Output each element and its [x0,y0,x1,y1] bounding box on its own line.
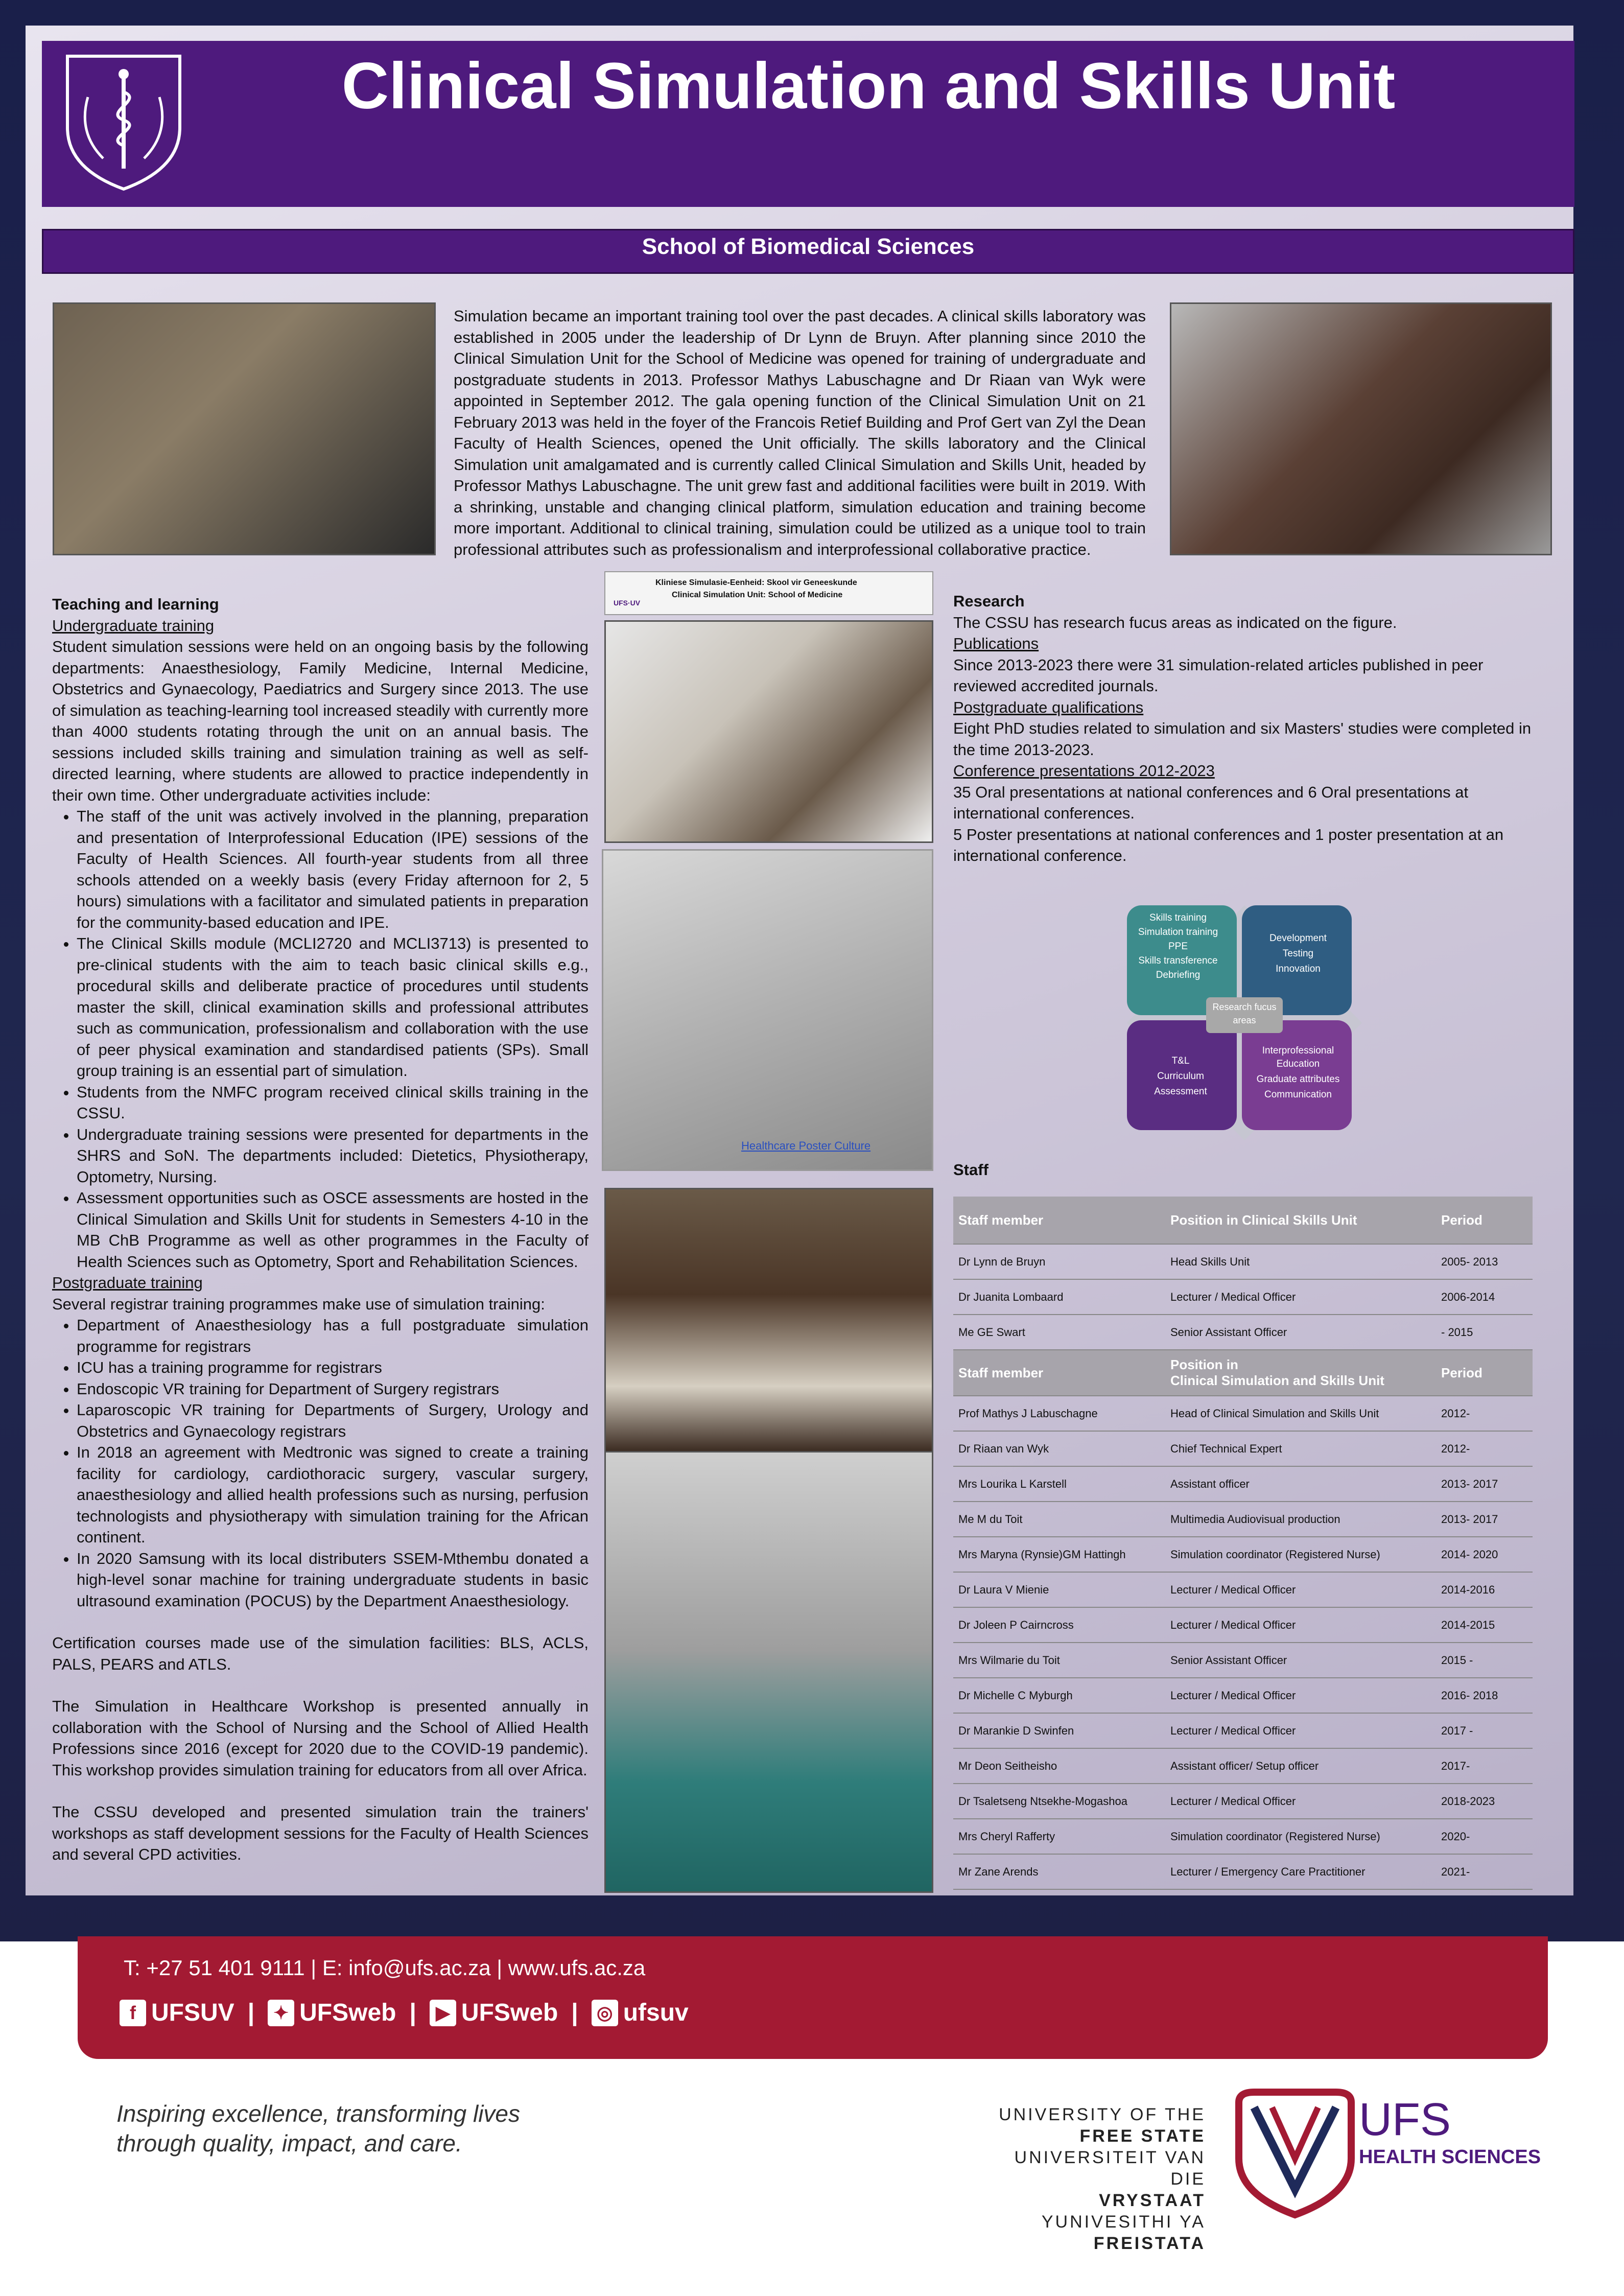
faculty-crest-icon [57,51,190,194]
center-banner-logo: UFS·UV [614,599,641,607]
table-cell: Simulation coordinator (Registered Nurse) [1165,1819,1436,1854]
page-title: Clinical Simulation and Skills Unit [341,50,1396,123]
center-banner-line1: Kliniese Simulasie-Eenheid: Skool vir Geneeskunde [655,578,857,587]
table-cell: Senior Assistant Officer [1165,1643,1436,1678]
diagram-q1-line: Skills transference [1138,955,1218,966]
twitter-handle: UFSweb [299,1999,396,2026]
table-row [953,1784,1533,1819]
publications-paragraph: Since 2013-2023 there were 31 simulation-related articles published in peer reviewed accredited journals. [953,655,1484,695]
manikins-shelf-photo [604,1188,933,1454]
table-cell: Lecturer / Medical Officer [1165,1678,1436,1713]
university-name-line: UNIVERSITY OF THE [999,2105,1206,2124]
list-item: • Department of Anaesthesiology has a full postgraduate simulation programme for registrars [77,1315,589,1357]
table-row [953,1279,1533,1315]
university-name-line: FREISTATA [1093,2234,1206,2253]
table-cell: Senior Assistant Officer [1165,1315,1436,1350]
table-cell: Mr Deon Seitheisho [953,1748,1165,1784]
list-item: • Undergraduate training sessions were presented for departments in the SHRS and SoN. The departments included: Dietetics, Physiotherapy, Optometry, Nursing. [77,1124,589,1188]
postgraduate-list [52,1315,589,1611]
diagram-q1-line: Debriefing [1156,970,1201,980]
instagram-handle: ufsuv [623,1999,689,2026]
university-name-line: YUNIVESITHI YA [1041,2212,1206,2232]
youtube-link[interactable] [430,1999,558,2027]
table-cell: Lecturer / Medical Officer [1165,1713,1436,1748]
university-name-line: VRYSTAAT [1099,2191,1206,2210]
list-item: • ICU has a training programme for registrars [77,1357,589,1378]
table-row [953,1572,1533,1607]
undergraduate-paragraph: Student simulation sessions were held on an ongoing basis by the following departments: Anaesthesiology, Family Medicine, Internal Medicine, Obstetrics and Gynaecology, Paediatrics and Surgery since 2013. The use of simulation as teaching-learning tool increased steadily with currently more than 4000 students rotating through the unit on an annual basis. The sessions included skills training and simulation training as well as self-directed learning, where students are allowed to practice independently in their own time. Other undergraduate activities include: [52,638,589,804]
table-cell: 2015 - [1436,1643,1533,1678]
research-heading: Research [953,592,1025,610]
list-item: • Assessment opportunities such as OSCE assessments are hosted in the Clinical Simulation and Skills Unit for students in Semesters 4-10 in the MB ChB Programme as well as other programmes in the Faculty of Health Sciences such as Optometry, Sport and Rehabilitation Sciences. [77,1187,589,1272]
conference-paragraph-poster: 5 Poster presentations at national conferences and 1 poster presentation at an international conference. [953,825,1504,864]
list-item: • In 2020 Samsung with its local distributers SSEM-Mthembu donated a high-level sonar machine for training undergraduate students in basic ultrasound examination (POCUS) by the Department Anaesthesiology. [77,1548,589,1612]
contact-line[interactable]: T: +27 51 401 9111 | E: info@ufs.ac.za | www.ufs.ac.za [124,1956,646,1980]
page-subtitle: School of Biomedical Sciences [642,234,975,259]
separator: | [571,1999,578,2026]
table-cell: Dr Joleen P Cairncross [953,1607,1165,1643]
table-cell: 2013- 2017 [1436,1502,1533,1537]
undergraduate-list [52,806,589,1272]
table-cell: 2005- 2013 [1436,1244,1533,1279]
tagline-line: through quality, impact, and care. [116,2130,462,2157]
center-banner [604,571,933,615]
diagram-q1-line: Simulation training [1138,927,1218,938]
facebook-link[interactable] [120,1999,234,2027]
staff-table [953,1197,1533,1890]
table-cell: Chief Technical Expert [1165,1431,1436,1466]
table-cell: Assistant officer [1165,1466,1436,1502]
table-cell: Head of Clinical Simulation and Skills Unit [1165,1396,1436,1431]
table-cell: Mrs Lourika L Karstell [953,1466,1165,1502]
facebook-icon: f [120,2000,146,2026]
table-cell: 2014-2016 [1436,1572,1533,1607]
table-row [953,1643,1533,1678]
teaching-heading: Teaching and learning [52,595,219,613]
university-name-line: UNIVERSITEIT VAN DIE [1014,2148,1206,2189]
table-header-line: Clinical Simulation and Skills Unit [1170,1373,1384,1388]
diagram-center-label: Research fucus areas [1212,1002,1277,1025]
table-cell: - 2015 [1436,1315,1533,1350]
table-cell: 2017- [1436,1748,1533,1784]
table-cell: 2006-2014 [1436,1279,1533,1315]
diagram-q2-line: Development [1269,933,1327,944]
ufs-shield-logo-icon [1223,2087,1367,2220]
table-row [953,1854,1533,1889]
table-row [953,1678,1533,1713]
table-header-row [953,1350,1533,1396]
table-cell: Dr Michelle C Myburgh [953,1678,1165,1713]
table-header-cell: Staff member [953,1350,1165,1396]
list-item: • Students from the NMFC program received clinical skills training in the CSSU. [77,1082,589,1124]
table-cell: Assistant officer/ Setup officer [1165,1748,1436,1784]
social-links [120,1999,689,2027]
table-header-cell: Position in Clinical Skills Unit [1165,1197,1436,1244]
table-cell: 2014- 2020 [1436,1537,1533,1572]
table-cell: Mrs Cheryl Rafferty [953,1819,1165,1854]
tagline-line: Inspiring excellence, transforming lives [116,2100,521,2127]
diagram-q1-line: Skills training [1149,912,1207,923]
table-header-line: Position in [1170,1357,1238,1372]
facebook-handle: UFSUV [151,1999,234,2026]
table-header-cell [1165,1350,1436,1396]
postgraduate-heading: Postgraduate training [52,1274,203,1292]
table-cell: 2018-2023 [1436,1784,1533,1819]
postgraduate-qualifications-paragraph: Eight PhD studies related to simulation and six Masters' studies were completed in the time 2013-2023. [953,719,1532,759]
list-item: • The staff of the unit was actively involved in the planning, preparation and presentation of Interprofessional Education (IPE) sessions of the Faculty of Health Sciences. All fourth-year students from all three schools attended on a weekly basis (every Friday afternoon for 2, 5 hours) simulations with a facilitator and simulated patients in preparation for the community-based education and IPE. [77,806,589,933]
table-cell: Mrs Wilmarie du Toit [953,1643,1165,1678]
table-row [953,1502,1533,1537]
diagram-q4-line: Communication [1264,1089,1332,1100]
separator: | [409,1999,416,2026]
table-row [953,1748,1533,1784]
ward-simulation-photo [604,1451,933,1893]
table-header-row [953,1197,1533,1244]
diagram-q1-line: PPE [1168,941,1188,952]
table-header-cell: Period [1436,1350,1533,1396]
table-cell: Prof Mathys J Labuschagne [953,1396,1165,1431]
list-item: • The Clinical Skills module (MCLI2720 and MCLI3713) is presented to pre-clinical students with the aim to teach basic clinical skills e.g., procedural skills and deliberate practice of procedures until students master the skill, clinical examination skills and professional attributes such as communication, professionalism and collaboration with the use of peer physical examination and standardised patients (SPs). Small group training is an essential part of simulation. [77,933,589,1082]
table-row [953,1713,1533,1748]
postgraduate-qualifications-heading: Postgraduate qualifications [953,698,1144,716]
table-cell: Dr Marankie D Swinfen [953,1713,1165,1748]
table-row [953,1466,1533,1502]
table-cell: Dr Riaan van Wyk [953,1431,1165,1466]
certification-paragraph: Certification courses made use of the simulation facilities: BLS, ACLS, PALS, PEARS and ATLS. [52,1634,589,1673]
table-cell: Lecturer / Emergency Care Practitioner [1165,1854,1436,1889]
list-item: • In 2018 an agreement with Medtronic was signed to create a training facility for cardiology, cardiothoracic surgery, vascular surgery, anaesthesiology and allied health professions such as nursing, perfusion technologists and physiotherapy with simulation training for the African continent. [77,1442,589,1548]
photo-caption: Healthcare Poster Culture [741,1139,871,1152]
table-cell: 2012- [1436,1431,1533,1466]
teaching-learning-section [52,594,589,1865]
table-cell: 2017 - [1436,1713,1533,1748]
ufs-faculty: HEALTH SCIENCES [1359,2146,1541,2168]
table-cell: Simulation coordinator (Registered Nurse) [1165,1537,1436,1572]
table-row [953,1396,1533,1431]
train-the-trainers-paragraph: The CSSU developed and presented simulation train the trainers' workshops as staff development sessions for the Faculty of Health Sciences and several CPD activities. [52,1803,589,1863]
university-name [976,2104,1206,2254]
university-name-line: FREE STATE [1079,2126,1206,2146]
table-cell: Mr Zane Arends [953,1854,1165,1889]
diagram-q3-line: Curriculum [1157,1071,1204,1082]
diagram-q4-line: Graduate attributes [1256,1074,1340,1085]
undergraduate-heading: Undergraduate training [52,616,215,635]
ufs-wordmark [1359,2094,1541,2168]
workshop-paragraph: The Simulation in Healthcare Workshop is presented annually in collaboration with the School of Nursing and the School of Allied Health Professions since 2016 (except for 2020 due to the COVID-19 pandemic). This workshop provides simulation training for educators from all over Africa. [52,1697,589,1779]
conference-paragraph-oral: 35 Oral presentations at national conferences and 6 Oral presentations at international conferences. [953,783,1469,822]
separator: | [247,1999,255,2026]
ufs-name: UFS [1359,2094,1451,2145]
diagram-q3-line: Assessment [1154,1086,1207,1097]
table-cell: Me M du Toit [953,1502,1165,1537]
table-cell: Dr Tsaletseng Ntsekhe-Mogashoa [953,1784,1165,1819]
diagram-q2-line: Innovation [1276,964,1321,974]
list-item: • Laparoscopic VR training for Departments of Surgery, Urology and Obstetrics and Gynaecology registrars [77,1399,589,1442]
table-cell: Head Skills Unit [1165,1244,1436,1279]
table-cell: Lecturer / Medical Officer [1165,1279,1436,1315]
research-focus-diagram [1122,900,1367,1145]
table-cell: 2016- 2018 [1436,1678,1533,1713]
table-row [953,1244,1533,1279]
twitter-link[interactable] [268,1999,396,2027]
table-cell: Me GE Swart [953,1315,1165,1350]
intro-paragraph: Simulation became an important training tool over the past decades. A clinical skills laboratory was established in 2005 under the leadership of Dr Lynn de Bruyn. After planning since 2010 the Clinical Simulation Unit for the School of Medicine was opened for training of undergraduate and postgraduate students in 2013. Professor Mathys Labuschagne and Dr Riaan van Wyk were appointed in September 2012. The gala opening function of the Clinical Simulation Unit on 21 February 2013 was held in the foyer of the Francois Retief Building and Prof Gert van Zyl the Dean Faculty of Health Sciences, opened the Unit officially. The skills laboratory and the Clinical Simulation unit amalgamated and is currently called Clinical Simulation and Skills Unit, headed by Professor Mathys Labuschagne. The unit grew fast and additional facilities were built in 2019. With a shrinking, unstable and changing clinical platform, simulation education and training become more important. Additional to clinical training, simulation could be utilized as a unique tool to train professional attributes such as professionalism and interprofessional collaborative practice. [454,307,1146,558]
contact-footer [78,1936,1548,2059]
table-cell: 2014-2015 [1436,1607,1533,1643]
diagram-q4-line: Education [1276,1059,1320,1069]
publications-heading: Publications [953,635,1039,652]
tagline [116,2099,520,2158]
table-row [953,1537,1533,1572]
table-header-cell: Staff member [953,1197,1165,1244]
center-banner-line2: Clinical Simulation Unit: School of Medicine [672,591,843,599]
twitter-icon: ✦ [268,2000,294,2026]
table-cell: Lecturer / Medical Officer [1165,1607,1436,1643]
research-section [953,591,1551,866]
table-cell: Mrs Maryna (Rynsie)GM Hattingh [953,1537,1165,1572]
vr-simulator-photo [602,849,933,1171]
table-cell: 2021- [1436,1854,1533,1889]
instagram-icon: ◎ [592,2000,618,2026]
table-header-cell: Period [1436,1197,1533,1244]
table-row [953,1431,1533,1466]
table-cell: Dr Laura V Mienie [953,1572,1165,1607]
table-cell: Lecturer / Medical Officer [1165,1784,1436,1819]
instagram-link[interactable] [592,1999,689,2027]
table-cell: Dr Lynn de Bruyn [953,1244,1165,1279]
diagram-q3-line: T&L [1171,1056,1190,1066]
table-cell: Multimedia Audiovisual production [1165,1502,1436,1537]
table-row [953,1315,1533,1350]
table-cell: Dr Juanita Lombaard [953,1279,1165,1315]
youtube-icon: ▶ [430,2000,456,2026]
table-cell: 2012- [1436,1396,1533,1431]
postgraduate-paragraph: Several registrar training programmes make use of simulation training: [52,1295,545,1313]
conference-heading: Conference presentations 2012-2023 [953,762,1215,780]
table-cell: 2020- [1436,1819,1533,1854]
students-training-photo [604,620,933,843]
research-paragraph: The CSSU has research fucus areas as indicated on the figure. [953,613,1397,631]
table-cell: 2013- 2017 [1436,1466,1533,1502]
manikin-photo [1170,302,1552,555]
list-item: • Endoscopic VR training for Department of Surgery registrars [77,1378,589,1400]
table-row [953,1607,1533,1643]
youtube-handle: UFSweb [461,1999,558,2026]
diagram-q4-line: Interprofessional [1262,1045,1334,1056]
table-cell: Lecturer / Medical Officer [1165,1572,1436,1607]
diagram-q2-line: Testing [1282,948,1314,959]
handshake-photo [53,302,436,555]
table-row [953,1819,1533,1854]
staff-heading: Staff [953,1161,988,1179]
